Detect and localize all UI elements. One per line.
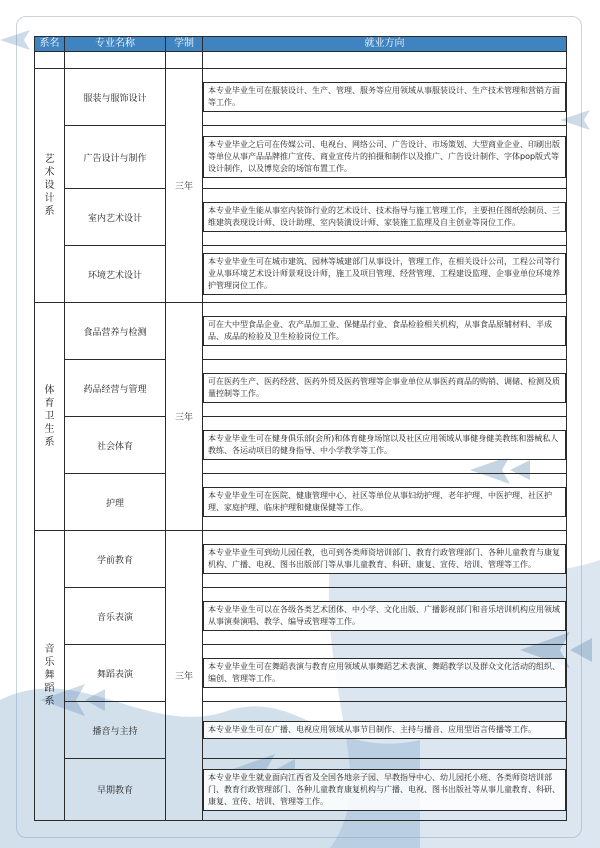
career-description: 本专业毕业生可在健身俱乐部(会所)和体育健身场馆以及社区应用领域从事健身健美教练和器械私人教练、各运动项目的健身指导、中小学教学等工作。	[203, 430, 566, 460]
major-name: 食品营养与检测	[65, 303, 166, 360]
header-dept: 系名	[35, 37, 65, 52]
career-description: 本专业毕业生可以在各级各类艺术团体、中小学、文化出版、广播影视部门和音乐培训机构应用领域从事演奏演唱、教学、编导或管理等工作。	[203, 601, 566, 631]
table-row	[35, 588, 567, 645]
dept-cell	[35, 531, 65, 821]
major-name: 音乐表演	[65, 588, 166, 645]
career-description: 本专业毕业生可在服装设计、生产、管理、服务等应用领域从事服装设计、生产技术管理和营销方面等工作。	[203, 82, 566, 112]
table-row	[35, 759, 567, 821]
table-row	[35, 126, 567, 189]
career-description: 可在大中型食品企业、农产品加工业、保健品行业、食品检验相关机构，从事食品原辅材料、半成品、成品的检验及卫生检验岗位工作。	[203, 316, 566, 346]
duration-cell: 三年	[166, 531, 203, 821]
table-row	[35, 303, 567, 360]
table-row	[35, 474, 567, 531]
major-name: 护理	[65, 474, 166, 531]
dept-name: 音乐舞蹈系	[44, 644, 55, 707]
table-row	[35, 69, 567, 126]
dept-cell	[35, 69, 65, 303]
dept-cell	[35, 303, 65, 531]
spacer-row	[35, 52, 567, 69]
header-career: 就业方向	[203, 37, 567, 52]
career-description: 本专业毕业生就业面向江西省及全国各地亲子园、早教指导中心、幼儿园托小班、各类师资培训部门、教育行政管理部门、各种儿童教育康复机构与广播、电视、图书出版社等从事儿童教育、科研、康复、宣传、培训、管理等工作。	[203, 769, 566, 811]
career-description: 本专业毕业之后可在传媒公司、电视台、网络公司、广告设计、市场策划、大型商业企业、印刷出版等单位从事产品品牌推广宣传、商业宣传片的拍摄和制作以及推广、广告设计制作、字体pop版式等设计制作，以及博览会的场馆布置工作。	[203, 136, 566, 178]
career-description: 本专业毕业生可在城市建筑、园林等城建部门从事设计，管理工作，在相关设计公司，工程公司等行业从事环境艺术设计师景观设计师，施工及项目管理、经营管理、工程建设监理、企事业单位环境养护管理岗位工作。	[203, 253, 566, 295]
major-name: 室内艺术设计	[65, 189, 166, 246]
table-row	[35, 702, 567, 759]
header-row	[35, 37, 567, 52]
dept-name: 体育卫生系	[44, 385, 55, 448]
career-description: 本专业毕业生可在舞蹈表演与教育应用领域从事舞蹈艺术表演、舞蹈教学以及群众文化活动的组织、编创、管理等工作。	[203, 658, 566, 688]
career-description: 本专业毕业生可在医院、健康管理中心、社区等单位从事妇幼护理、老年护理、中医护理、社区护理、家庭护理、临床护理和健康保健等工作。	[203, 487, 566, 517]
major-name: 舞蹈表演	[65, 645, 166, 702]
major-name: 早期教育	[65, 759, 166, 821]
career-description: 本专业毕业生能从事室内装饰行业的艺术设计、技术指导与施工管理工作，主要担任图纸绘制员、三维建筑表现设计师、设计助理、室内装潢设计师、家装施工监理及自主创业等岗位工作。	[203, 202, 566, 232]
table-row	[35, 417, 567, 474]
duration-cell: 三年	[166, 69, 203, 303]
header-duration: 学制	[166, 37, 203, 52]
majors-table	[34, 36, 567, 821]
header-major: 专业名称	[65, 37, 166, 52]
career-description: 本专业毕业生可到幼儿园任教，也可到各类师资培训部门、教育行政管理部门、各种儿童教育与康复机构、广播、电视、图书出版部门等从事儿童教育、科研、康复、宣传、培训、管理等工作。	[203, 544, 566, 574]
major-name: 社会体育	[65, 417, 166, 474]
major-name: 学前教育	[65, 531, 166, 588]
dept-name: 艺术设计系	[44, 154, 55, 217]
career-description: 可在医药生产、医药经营、医药外贸及医药管理等企事业单位从事医药商品的购销、调储、检测及质量控制等工作。	[203, 373, 566, 403]
duration-cell: 三年	[166, 303, 203, 531]
table-row	[35, 246, 567, 303]
career-description: 本专业毕业生可在广播、电视应用领域从事节目制作、主持与播音、应用型语言传播等工作。	[203, 721, 566, 739]
table-row	[35, 531, 567, 588]
major-name: 服装与服饰设计	[65, 69, 166, 126]
table-row	[35, 360, 567, 417]
major-name: 药品经营与管理	[65, 360, 166, 417]
major-name: 播音与主持	[65, 702, 166, 759]
table-row	[35, 189, 567, 246]
major-name: 环境艺术设计	[65, 246, 166, 303]
table-row	[35, 645, 567, 702]
major-name: 广告设计与制作	[65, 126, 166, 189]
